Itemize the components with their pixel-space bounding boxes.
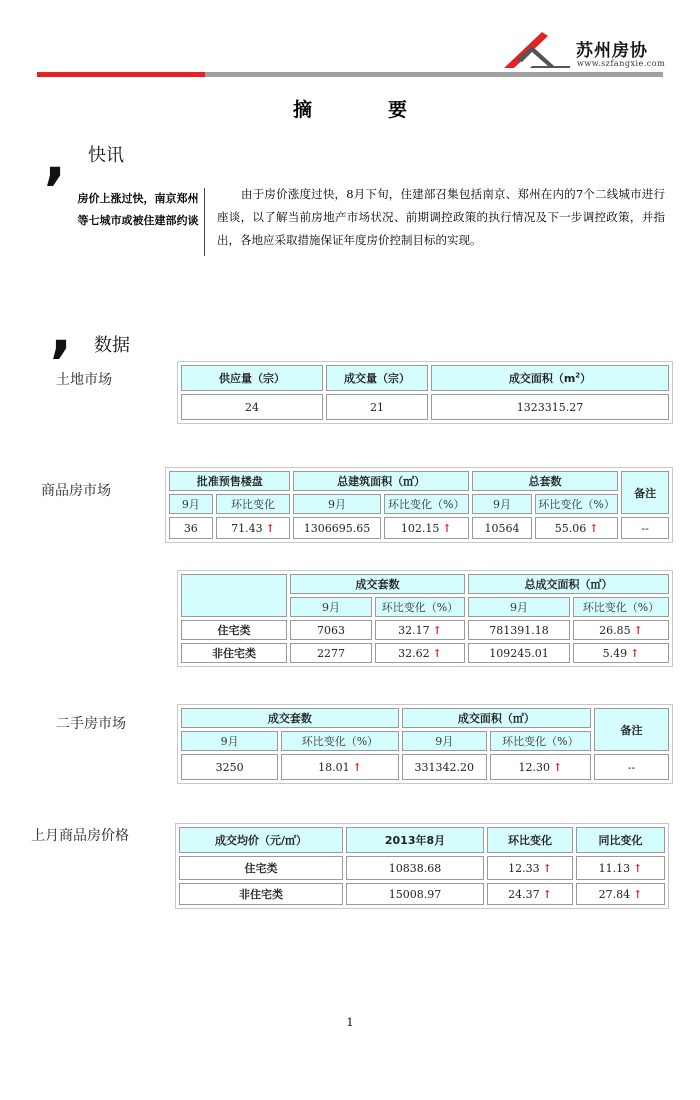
table-row [179,856,665,880]
commercial-remark-header: 备注 [621,471,669,514]
secondhand-market-label: 二手房市场 [56,716,126,732]
commercial-group-header: 总套数 [472,471,618,491]
up-arrow-icon: ↑ [432,623,442,637]
deals-value: 109245.01 [468,643,570,663]
price-row-label: 住宅类 [179,856,343,880]
up-arrow-icon: ↑ [265,521,275,535]
deals-value: 7063 [290,620,372,640]
commercial-sub-header: 9月 [293,494,380,514]
secondhand-sub-header: 环比变化（%） [281,731,398,751]
commercial-sub-header: 环比变化（%） [535,494,618,514]
news-body: 由于房价涨度过快，8月下旬，住建部召集包括南京、郑州在内的7个二线城市进行座谈，以了解当前房地产市场状况、前期调控政策的执行情况及下一步调控政策，并指出，各地应采取措施保证年度房价控制目标的实现。 [217,187,665,247]
up-arrow-icon: ↑ [442,521,452,535]
news-divider [204,188,205,256]
page-number: 1 [346,1016,354,1029]
commercial-value: 10564 [472,517,532,539]
org-url: www.szfangxie.com [577,59,666,68]
secondhand-group-header: 成交套数 [181,708,399,728]
org-name: 苏州房协 [576,41,648,61]
commercial-group-header: 批准预售楼盘 [169,471,290,491]
up-arrow-icon: ↑ [553,760,563,774]
deals-value: 2277 [290,643,372,663]
price-value: 10838.68 [346,856,484,880]
deals-sub-header: 环比变化（%） [375,597,465,617]
table-row [179,883,665,905]
deals-change: 32.62 ↑ [375,643,465,663]
commercial-change: 71.43 ↑ [216,517,291,539]
commercial-sub-header: 9月 [169,494,213,514]
price-change: 12.33 ↑ [487,856,573,880]
price-row-label: 非住宅类 [179,883,343,905]
up-arrow-icon: ↑ [630,646,640,660]
deals-sub-header: 9月 [468,597,570,617]
commercial-table [165,467,673,543]
up-arrow-icon: ↑ [432,646,442,660]
land-header: 供应量（宗） [181,365,323,391]
land-value: 1323315.27 [431,394,669,420]
price-header: 成交均价（元/㎡） [179,827,343,853]
secondhand-sub-header: 9月 [402,731,487,751]
table-row [181,620,669,640]
price-table [175,823,669,909]
price-change: 27.84 ↑ [576,883,665,905]
price-header: 环比变化 [487,827,573,853]
deals-sub-header: 9月 [290,597,372,617]
secondhand-remark: -- [594,754,669,780]
news-heading: 快讯 [88,145,124,166]
deals-change: 5.49 ↑ [573,643,669,663]
up-arrow-icon: ↑ [633,623,643,637]
commercial-remark: -- [621,517,669,539]
up-arrow-icon: ↑ [542,861,552,875]
news-headline: 房价上涨过快，南京郑州等七城市或被住建部约谈 [77,192,199,227]
data-heading: 数据 [94,335,130,356]
commercial-deals-table [177,570,673,667]
land-value: 24 [181,394,323,420]
commercial-sub-header: 环比变化（%） [384,494,469,514]
commercial-sub-header: 环比变化 [216,494,291,514]
price-label: 上月商品房价格 [31,828,129,844]
deals-group-header: 成交套数 [290,574,465,594]
land-market-label: 土地市场 [56,372,112,388]
deals-sub-header: 环比变化（%） [573,597,669,617]
commercial-market-label: 商品房市场 [41,483,111,499]
secondhand-table [177,704,673,784]
secondhand-value: 331342.20 [402,754,487,780]
header-rule-gray [205,72,663,77]
land-table [177,361,673,424]
up-arrow-icon: ↑ [633,887,643,901]
section-mark-icon: , [50,297,73,365]
commercial-group-header: 总建筑面积（㎡） [293,471,468,491]
secondhand-change: 18.01 ↑ [281,754,398,780]
up-arrow-icon: ↑ [633,861,643,875]
table-row [181,643,669,663]
secondhand-remark-header: 备注 [594,708,669,751]
secondhand-value: 3250 [181,754,278,780]
up-arrow-icon: ↑ [352,760,362,774]
secondhand-change: 12.30 ↑ [490,754,591,780]
deals-corner [181,574,287,617]
commercial-value: 1306695.65 [293,517,380,539]
price-header: 同比变化 [576,827,665,853]
commercial-sub-header: 9月 [472,494,532,514]
section-mark-icon: , [44,124,67,192]
deals-change: 32.17 ↑ [375,620,465,640]
price-header: 2013年8月 [346,827,484,853]
price-change: 24.37 ↑ [487,883,573,905]
secondhand-group-header: 成交面积（㎡） [402,708,591,728]
up-arrow-icon: ↑ [542,887,552,901]
secondhand-sub-header: 环比变化（%） [490,731,591,751]
logo-icon [502,30,572,70]
price-change: 11.13 ↑ [576,856,665,880]
deals-value: 781391.18 [468,620,570,640]
deals-row-label: 非住宅类 [181,643,287,663]
land-value: 21 [326,394,428,420]
deals-change: 26.85 ↑ [573,620,669,640]
up-arrow-icon: ↑ [589,521,599,535]
price-value: 15008.97 [346,883,484,905]
secondhand-sub-header: 9月 [181,731,278,751]
header-rule-red [37,72,205,77]
commercial-change: 102.15 ↑ [384,517,469,539]
page-title: 摘 要 [292,99,408,121]
deals-row-label: 住宅类 [181,620,287,640]
commercial-value: 36 [169,517,213,539]
deals-group-header: 总成交面积（㎡） [468,574,669,594]
land-header: 成交量（宗） [326,365,428,391]
land-header: 成交面积$(m^2)$ [431,365,669,391]
commercial-change: 55.06 ↑ [535,517,618,539]
